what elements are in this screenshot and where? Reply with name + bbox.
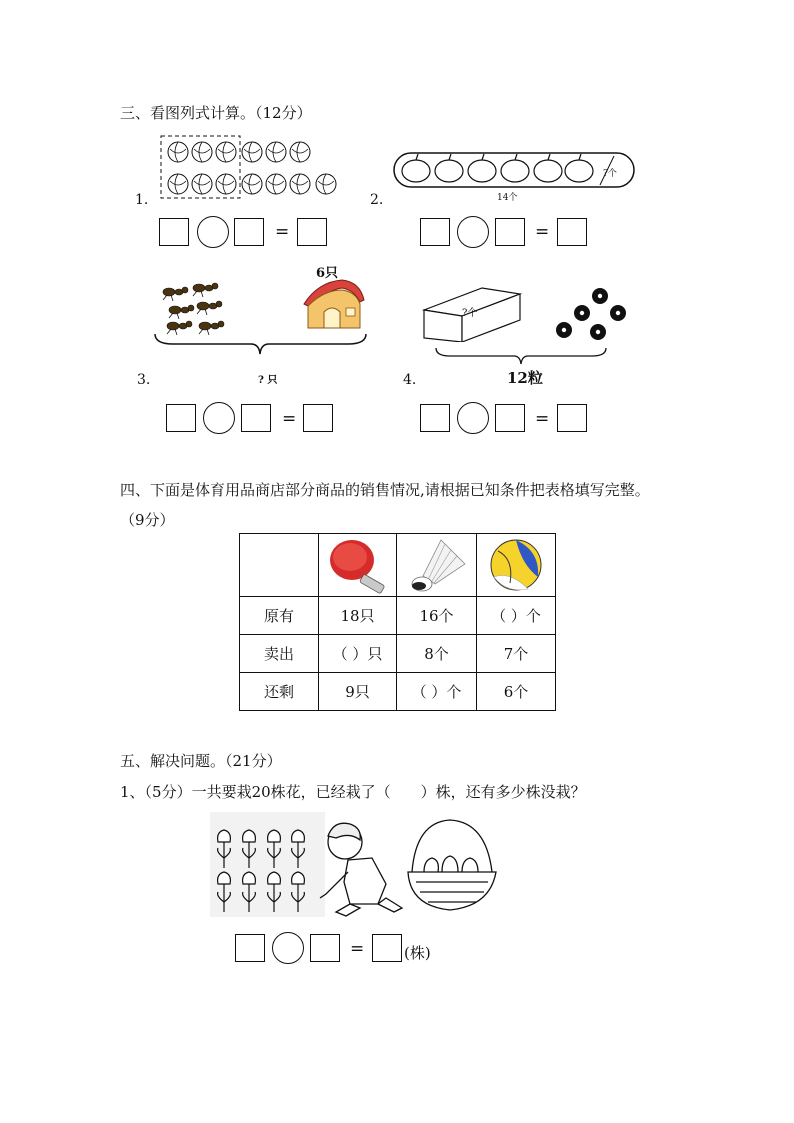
table-row — [240, 635, 556, 673]
volleyball-icon — [488, 537, 544, 593]
brace — [434, 346, 609, 366]
answer-box[interactable] — [297, 218, 327, 246]
table-cell[interactable]: （ ）个 — [397, 673, 477, 711]
volleyball-cell — [477, 534, 556, 597]
table-cell: 16个 — [397, 597, 477, 635]
answer-box[interactable] — [495, 404, 525, 432]
answer-box[interactable] — [241, 404, 271, 432]
answer-box[interactable] — [372, 934, 402, 962]
section5-heading: 五、解决问题。（21分） — [120, 752, 282, 770]
table-cell: 9只 — [319, 673, 397, 711]
problem-2-number: 2. — [370, 192, 384, 208]
answer-box[interactable] — [557, 404, 587, 432]
table-row — [240, 597, 556, 635]
equals-sign: = — [275, 222, 290, 242]
answer-box[interactable] — [420, 404, 450, 432]
answer-box[interactable] — [495, 218, 525, 246]
operator-circle[interactable] — [203, 402, 235, 434]
table-tennis-paddle-icon — [326, 536, 390, 594]
sales-table — [239, 533, 556, 711]
answer-box[interactable] — [557, 218, 587, 246]
problem-1-number: 1. — [135, 192, 149, 208]
balls-illustration — [160, 133, 345, 203]
pills-illustration — [552, 286, 632, 346]
row-label: 原有 — [240, 597, 319, 635]
table-tennis-paddle-cell — [319, 534, 397, 597]
ant-house-illustration — [298, 276, 368, 331]
equals-sign: = — [535, 409, 550, 429]
unknown-apples-label: ?个 — [603, 169, 617, 179]
table-cell: 8个 — [397, 635, 477, 673]
total-apples-label: 14个 — [497, 193, 518, 203]
answer-box[interactable] — [310, 934, 340, 962]
row-label: 还剩 — [240, 673, 319, 711]
problem-3-number: 3. — [137, 372, 151, 388]
row-label: 卖出 — [240, 635, 319, 673]
table-cell: 7个 — [477, 635, 556, 673]
answer-box[interactable] — [166, 404, 196, 432]
operator-circle[interactable] — [272, 932, 304, 964]
problem-4-number: 4. — [403, 372, 417, 388]
table-cell: 6个 — [477, 673, 556, 711]
table-corner-cell — [240, 534, 319, 597]
answer-box[interactable] — [303, 404, 333, 432]
answer-box[interactable] — [420, 218, 450, 246]
shuttlecock-icon — [405, 536, 469, 594]
unit-label: (株) — [404, 944, 431, 962]
answer-box[interactable] — [235, 934, 265, 962]
answer-box[interactable] — [234, 218, 264, 246]
badminton-cell — [397, 534, 477, 597]
box-unknown-label: ?个 — [462, 308, 478, 319]
question-1: 1、（5分）一共要栽20株花，已经栽了（ ）株，还有多少株没栽？ — [120, 783, 586, 801]
total-pills-label: 12粒 — [507, 369, 543, 387]
answer-box[interactable] — [159, 218, 189, 246]
home-ants-label: 6只 — [316, 266, 339, 281]
ants-illustration — [155, 276, 230, 338]
section4-points: （9分） — [120, 511, 175, 529]
equals-sign: = — [535, 222, 550, 242]
section3-heading: 三、看图列式计算。（12分） — [120, 104, 312, 122]
brace — [153, 332, 368, 356]
total-ants-label: ? 只 — [258, 375, 278, 386]
operator-circle[interactable] — [457, 402, 489, 434]
equals-sign: = — [282, 409, 297, 429]
table-row — [240, 534, 556, 597]
operator-circle[interactable] — [457, 216, 489, 248]
equals-sign: = — [350, 939, 365, 959]
table-cell[interactable]: （ ）个 — [477, 597, 556, 635]
table-cell: 18只 — [319, 597, 397, 635]
planting-illustration — [210, 812, 500, 922]
table-row — [240, 673, 556, 711]
table-cell[interactable]: （ ）只 — [319, 635, 397, 673]
operator-circle[interactable] — [197, 216, 229, 248]
section4-heading: 四、下面是体育用品商店部分商品的销售情况,请根据已知条件把表格填写完整。 — [120, 481, 650, 499]
